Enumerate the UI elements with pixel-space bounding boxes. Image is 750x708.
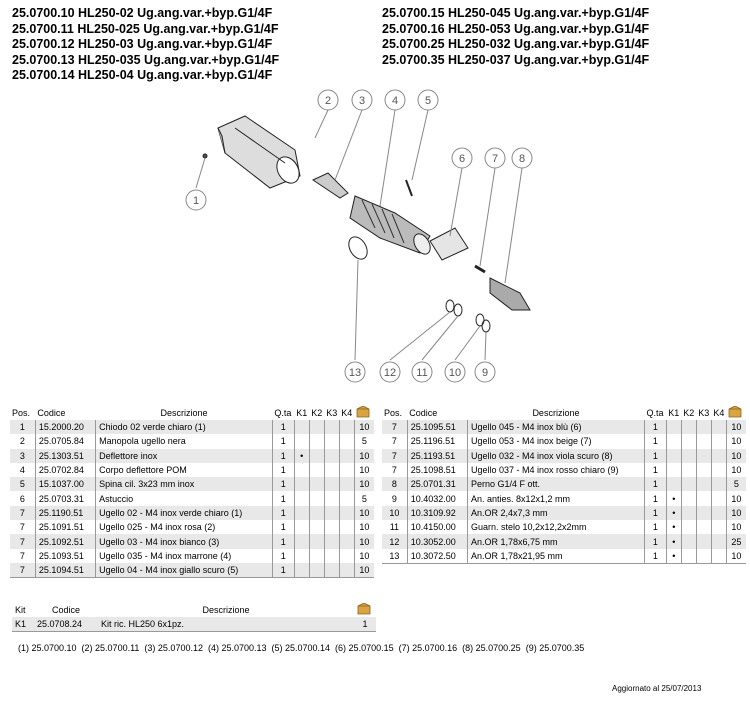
k1-cell: •: [666, 520, 681, 534]
pos-cell: 4: [10, 463, 35, 477]
callout-1: [186, 190, 206, 210]
k1-cell: [294, 520, 309, 534]
k1-cell: [666, 477, 681, 491]
callout-12: [380, 362, 400, 382]
code-cell: 25.0703.31: [35, 491, 95, 505]
callout-10: [445, 362, 465, 382]
header-right-line: 25.0700.25 HL250-032 Ug.ang.var.+byp.G1/4F: [382, 37, 650, 51]
table-row: [10, 506, 374, 520]
k1-cell: [294, 491, 309, 505]
code-cell: 25.1095.51: [407, 420, 467, 434]
pack-cell: 10: [726, 420, 746, 434]
qty-cell: 1: [644, 449, 666, 463]
qty-cell: 1: [272, 449, 294, 463]
pack-cell: 25: [726, 534, 746, 548]
table-row: [10, 463, 374, 477]
col-desc: Descrizione: [202, 605, 250, 615]
k2-cell: [681, 506, 696, 520]
k2-cell: [681, 534, 696, 548]
case-part: [430, 228, 468, 260]
pos-cell: 3: [10, 449, 35, 463]
k1-cell: •: [666, 534, 681, 548]
box-icon: [726, 406, 746, 420]
table-row: [10, 477, 374, 491]
k3-cell: [696, 491, 711, 505]
col-k3: K3: [698, 408, 710, 418]
qty-cell: 1: [272, 477, 294, 491]
pos-cell: 13: [382, 549, 407, 564]
desc-cell: Ugello 053 - M4 inox beige (7): [467, 434, 644, 448]
k3-cell: [696, 549, 711, 564]
k2-cell: [309, 463, 324, 477]
k1-cell: [666, 449, 681, 463]
header-left-models: [12, 6, 279, 84]
desc-cell: Spina cil. 3x23 mm inox: [96, 477, 273, 491]
gasket-11-part: [454, 304, 462, 316]
callout-13: [345, 362, 365, 382]
pin-part: [406, 180, 412, 196]
code-cell: 25.1092.51: [35, 534, 95, 548]
k3-cell: [696, 534, 711, 548]
pack-cell: 10: [359, 522, 370, 533]
svg-text:11: 11: [416, 367, 428, 379]
nail-part: [203, 154, 207, 158]
table-row: [10, 534, 374, 548]
col-desc: Descrizione: [532, 408, 580, 418]
table-row: [382, 506, 746, 520]
table-row: [10, 520, 374, 534]
pack-cell: 5: [361, 493, 367, 504]
table-row: [10, 491, 374, 505]
qty-cell: 1: [272, 506, 294, 520]
pos-cell: 6: [10, 491, 35, 505]
code-cell: 25.1091.51: [35, 520, 95, 534]
k2-cell: [681, 491, 696, 505]
k2-cell: [681, 477, 696, 491]
desc-cell: Corpo deflettore POM: [96, 463, 273, 477]
qty-cell: 1: [644, 534, 666, 548]
parts-table-left: [10, 406, 374, 578]
col-kit: Kit: [15, 605, 26, 615]
table-row: [382, 420, 746, 434]
k2-cell: [309, 491, 324, 505]
kit-row: [12, 617, 376, 632]
k2-cell: [681, 420, 696, 434]
desc-cell: An.OR 2,4x7,3 mm: [467, 506, 644, 520]
k2-cell: [309, 520, 324, 534]
table-row: [382, 549, 746, 564]
pos-cell: 2: [10, 434, 35, 448]
svg-text:8: 8: [518, 153, 526, 165]
k4-cell: [711, 506, 726, 520]
col-k2: K2: [683, 408, 695, 418]
k2-cell: [681, 463, 696, 477]
header-left-line: 25.0700.10 HL250-02 Ug.ang.var.+byp.G1/4F: [12, 6, 273, 20]
pack-cell: 10: [726, 449, 746, 463]
pack-cell: 10: [354, 534, 374, 548]
pos-cell: 7: [10, 549, 35, 563]
qty-cell: 1: [272, 434, 294, 448]
code-cell: 15.1037.00: [35, 477, 95, 491]
callout-4: [385, 90, 405, 110]
svg-text:7: 7: [491, 153, 499, 165]
k4-cell: [339, 506, 354, 520]
code-cell: 25.0705.84: [35, 434, 95, 448]
qty-cell: 1: [644, 506, 666, 520]
oring-12-part: [446, 300, 454, 312]
desc-cell: Deflettore inox: [96, 449, 273, 463]
table-row: [10, 420, 374, 434]
desc-cell: Ugello 035 - M4 inox marrone (4): [96, 549, 273, 563]
col-k3: K3: [326, 408, 338, 418]
callout-9: [475, 362, 495, 382]
desc-cell: Guarn. stelo 10,2x12,2x2mm: [467, 520, 644, 534]
callout-3: [352, 90, 372, 110]
k1-cell: •: [666, 491, 681, 505]
code-cell: 10.3109.92: [407, 506, 467, 520]
k3-cell: [324, 506, 339, 520]
svg-text:13: 13: [348, 367, 362, 379]
pos-cell: 7: [10, 506, 35, 520]
code-cell: 10.4032.00: [407, 491, 467, 505]
callout-7: [485, 148, 505, 168]
desc-cell: Chiodo 02 verde chiaro (1): [96, 420, 273, 434]
kit-pack: 1: [354, 617, 376, 632]
qty-cell: 1: [644, 434, 666, 448]
col-k2: K2: [311, 408, 323, 418]
parts-table-right: [382, 406, 746, 564]
svg-text:9: 9: [481, 367, 489, 379]
svg-text:2: 2: [324, 95, 332, 107]
pack-cell: 10: [359, 465, 370, 476]
desc-cell: An. anties. 8x12x1,2 mm: [467, 491, 644, 505]
k4-cell: [339, 520, 354, 534]
deflector-body-part: [350, 196, 434, 257]
callout-6: [452, 148, 472, 168]
header-right-models: [382, 6, 649, 68]
code-cell: 15.2000.20: [35, 420, 95, 434]
pack-cell: 10: [354, 420, 374, 434]
k1-cell: •: [294, 449, 309, 463]
oring-10-part: [476, 314, 484, 326]
pos-cell: 10: [382, 506, 407, 520]
code-cell: 25.1094.51: [35, 563, 95, 578]
k4-cell: [339, 491, 354, 505]
k2-cell: [309, 534, 324, 548]
k1-cell: [294, 563, 309, 578]
code-cell: 25.1193.51: [407, 449, 467, 463]
pack-cell: 10: [359, 550, 370, 561]
k3-cell: [696, 506, 711, 520]
k2-cell: [309, 563, 324, 578]
k3-cell: [696, 434, 711, 448]
pack-cell: 10: [731, 522, 742, 533]
table-row: [10, 563, 374, 578]
pos-cell: 7: [10, 563, 35, 578]
k3-cell: [324, 420, 339, 434]
k3-cell: [324, 491, 339, 505]
col-code: Codice: [37, 408, 66, 418]
header-right-line: 25.0700.35 HL250-037 Ug.ang.var.+byp.G1/4F: [382, 52, 650, 67]
pos-cell: 5: [10, 477, 35, 491]
col-k4: K4: [341, 408, 353, 418]
k2-cell: [309, 434, 324, 448]
qty-cell: 1: [272, 534, 294, 548]
washer-9-part: [482, 320, 490, 332]
pivot-part: [490, 278, 530, 310]
k1-cell: [666, 463, 681, 477]
k2-cell: [681, 549, 696, 564]
nozzle-part: [475, 266, 485, 272]
k3-cell: [324, 449, 339, 463]
k4-cell: [711, 420, 726, 434]
qty-cell: 1: [644, 520, 666, 534]
kit-code: 25.0708.24: [34, 617, 98, 632]
qty-cell: 1: [272, 549, 294, 563]
k1-cell: [294, 463, 309, 477]
desc-cell: Ugello 025 - M4 inox rosa (2): [96, 520, 273, 534]
box-icon: [354, 406, 374, 420]
code-cell: 25.1196.51: [407, 434, 467, 448]
header-right-line: 25.0700.16 HL250-053 Ug.ang.var.+byp.G1/4F: [382, 21, 650, 36]
k2-cell: [309, 549, 324, 563]
updated-date: Aggiornato al 25/07/2013: [612, 684, 702, 693]
col-pos: Pos.: [12, 408, 31, 418]
k3-cell: [696, 477, 711, 491]
col-qty: Q.ta: [274, 408, 292, 418]
col-k1: K1: [296, 408, 308, 418]
desc-cell: An.OR 1,78x6,75 mm: [467, 534, 644, 548]
code-cell: 25.1098.51: [407, 463, 467, 477]
pack-cell: 10: [726, 506, 746, 520]
code-cell: 25.1303.51: [35, 449, 95, 463]
k1-cell: [294, 549, 309, 563]
callout-5: [418, 90, 438, 110]
col-code: Codice: [409, 408, 438, 418]
k4-cell: [711, 549, 726, 564]
k3-cell: [696, 463, 711, 477]
exploded-diagram: [150, 88, 580, 388]
header-left-line: 25.0700.14 HL250-04 Ug.ang.var.+byp.G1/4F: [12, 68, 273, 82]
table-row: [382, 449, 746, 463]
k1-cell: [294, 420, 309, 434]
k2-cell: [681, 449, 696, 463]
k3-cell: [324, 563, 339, 578]
pos-cell: 12: [382, 534, 407, 548]
qty-cell: 1: [644, 491, 666, 505]
pos-cell: 7: [10, 534, 35, 548]
header-left-line: 25.0700.12 HL250-03 Ug.ang.var.+byp.G1/4F: [12, 37, 273, 51]
code-cell: 10.3072.50: [407, 549, 467, 564]
col-k1: K1: [668, 408, 680, 418]
header-left-line: 25.0700.11 HL250-025 Ug.ang.var.+byp.G1/4F: [12, 21, 279, 36]
code-cell: 10.4150.00: [407, 520, 467, 534]
desc-cell: Ugello 02 - M4 inox verde chiaro (1): [96, 506, 273, 520]
callout-2: [318, 90, 338, 110]
qty-cell: 1: [644, 420, 666, 434]
svg-text:4: 4: [391, 95, 399, 107]
desc-cell: Manopola ugello nera: [96, 434, 273, 448]
col-desc: Descrizione: [160, 408, 208, 418]
pos-cell: 1: [10, 420, 35, 434]
svg-text:6: 6: [458, 153, 466, 165]
pos-cell: 7: [382, 420, 407, 434]
k3-cell: [324, 477, 339, 491]
qty-cell: 1: [272, 463, 294, 477]
kit-id: K1: [12, 617, 34, 632]
col-k4: K4: [713, 408, 725, 418]
table-row: [10, 449, 374, 463]
pos-cell: 7: [382, 449, 407, 463]
k3-cell: [696, 420, 711, 434]
k4-cell: [339, 534, 354, 548]
k4-cell: [711, 477, 726, 491]
desc-cell: An.OR 1,78x21,95 mm: [467, 549, 644, 564]
box-icon: [354, 603, 376, 617]
k2-cell: [681, 434, 696, 448]
svg-text:12: 12: [383, 367, 397, 379]
table-row: [10, 549, 374, 563]
pack-cell: 10: [354, 563, 374, 578]
table-row: [382, 491, 746, 505]
desc-cell: Perno G1/4 F ott.: [467, 477, 644, 491]
code-cell: 25.1093.51: [35, 549, 95, 563]
handle-part: [218, 116, 304, 188]
desc-cell: Ugello 03 - M4 inox bianco (3): [96, 534, 273, 548]
table-row: [382, 534, 746, 548]
qty-cell: 1: [644, 477, 666, 491]
k2-cell: [681, 520, 696, 534]
table-row: [382, 463, 746, 477]
k4-cell: [711, 434, 726, 448]
pos-cell: 7: [10, 520, 35, 534]
k1-cell: [294, 534, 309, 548]
svg-text:5: 5: [424, 95, 432, 107]
code-cell: 25.0701.31: [407, 477, 467, 491]
table-row: [382, 520, 746, 534]
pack-cell: 5: [726, 477, 746, 491]
desc-cell: Ugello 037 - M4 inox rosso chiaro (9): [467, 463, 644, 477]
k3-cell: [696, 520, 711, 534]
qty-cell: 1: [272, 420, 294, 434]
kit-desc: Kit ric. HL250 6x1pz.: [98, 617, 354, 632]
svg-text:1: 1: [192, 195, 200, 207]
k3-cell: [324, 463, 339, 477]
header-right-line: 25.0700.15 HL250-045 Ug.ang.var.+byp.G1/4F: [382, 6, 650, 20]
desc-cell: Astuccio: [96, 491, 273, 505]
k4-cell: [339, 563, 354, 578]
pos-cell: 11: [382, 520, 407, 534]
k1-cell: [294, 477, 309, 491]
desc-cell: Ugello 04 - M4 inox giallo scuro (5): [96, 563, 273, 578]
pack-cell: 10: [354, 449, 374, 463]
callout-8: [512, 148, 532, 168]
k4-cell: [711, 449, 726, 463]
qty-cell: 1: [272, 520, 294, 534]
model-legend: (1) 25.0700.10 (2) 25.0700.11 (3) 25.0700.12 (4) 25.0700.13 (5) 25.0700.14 (6) 25.0700.15 (7) 25.0700.16 (8) 25.0700.25 (9) 25.0700.35: [18, 643, 585, 653]
pack-cell: 10: [354, 506, 374, 520]
pack-cell: 10: [731, 436, 742, 447]
table-row: [10, 434, 374, 448]
k4-cell: [711, 520, 726, 534]
k3-cell: [696, 449, 711, 463]
header-left-line: 25.0700.13 HL250-035 Ug.ang.var.+byp.G1/4F: [12, 52, 280, 67]
pos-cell: 7: [382, 434, 407, 448]
qty-cell: 1: [644, 549, 666, 564]
k4-cell: [339, 463, 354, 477]
callout-11: [412, 362, 432, 382]
k3-cell: [324, 549, 339, 563]
pack-cell: 10: [731, 465, 742, 476]
k3-cell: [324, 520, 339, 534]
k4-cell: [711, 491, 726, 505]
k1-cell: [666, 434, 681, 448]
qty-cell: 1: [272, 491, 294, 505]
pack-cell: 5: [361, 436, 367, 447]
table-row: [382, 434, 746, 448]
col-qty: Q.ta: [646, 408, 664, 418]
qty-cell: 1: [272, 563, 294, 578]
code-cell: 10.3052.00: [407, 534, 467, 548]
k4-cell: [339, 549, 354, 563]
deflector-part: [313, 173, 348, 198]
svg-text:3: 3: [358, 95, 366, 107]
k1-cell: [666, 420, 681, 434]
k4-cell: [711, 463, 726, 477]
pack-cell: 10: [731, 493, 742, 504]
col-pos: Pos.: [384, 408, 403, 418]
pack-cell: 10: [726, 549, 746, 564]
k4-cell: [339, 449, 354, 463]
code-cell: 25.0702.84: [35, 463, 95, 477]
k4-cell: [711, 534, 726, 548]
k1-cell: •: [666, 549, 681, 564]
k2-cell: [309, 420, 324, 434]
qty-cell: 1: [644, 463, 666, 477]
svg-text:10: 10: [448, 367, 462, 379]
k3-cell: [324, 434, 339, 448]
oring-13-part: [345, 234, 371, 263]
k3-cell: [324, 534, 339, 548]
k1-cell: •: [666, 506, 681, 520]
k4-cell: [339, 434, 354, 448]
k4-cell: [339, 477, 354, 491]
desc-cell: Ugello 032 - M4 inox viola scuro (8): [467, 449, 644, 463]
col-code: Codice: [51, 605, 80, 615]
k4-cell: [339, 420, 354, 434]
k2-cell: [309, 506, 324, 520]
desc-cell: Ugello 045 - M4 inox blù (6): [467, 420, 644, 434]
code-cell: 25.1190.51: [35, 506, 95, 520]
pos-cell: 8: [382, 477, 407, 491]
pack-cell: 10: [354, 477, 374, 491]
pos-cell: 9: [382, 491, 407, 505]
k1-cell: [294, 506, 309, 520]
pos-cell: 7: [382, 463, 407, 477]
k2-cell: [309, 477, 324, 491]
kit-table: [12, 603, 376, 632]
k1-cell: [294, 434, 309, 448]
table-row: [382, 477, 746, 491]
k2-cell: [309, 449, 324, 463]
